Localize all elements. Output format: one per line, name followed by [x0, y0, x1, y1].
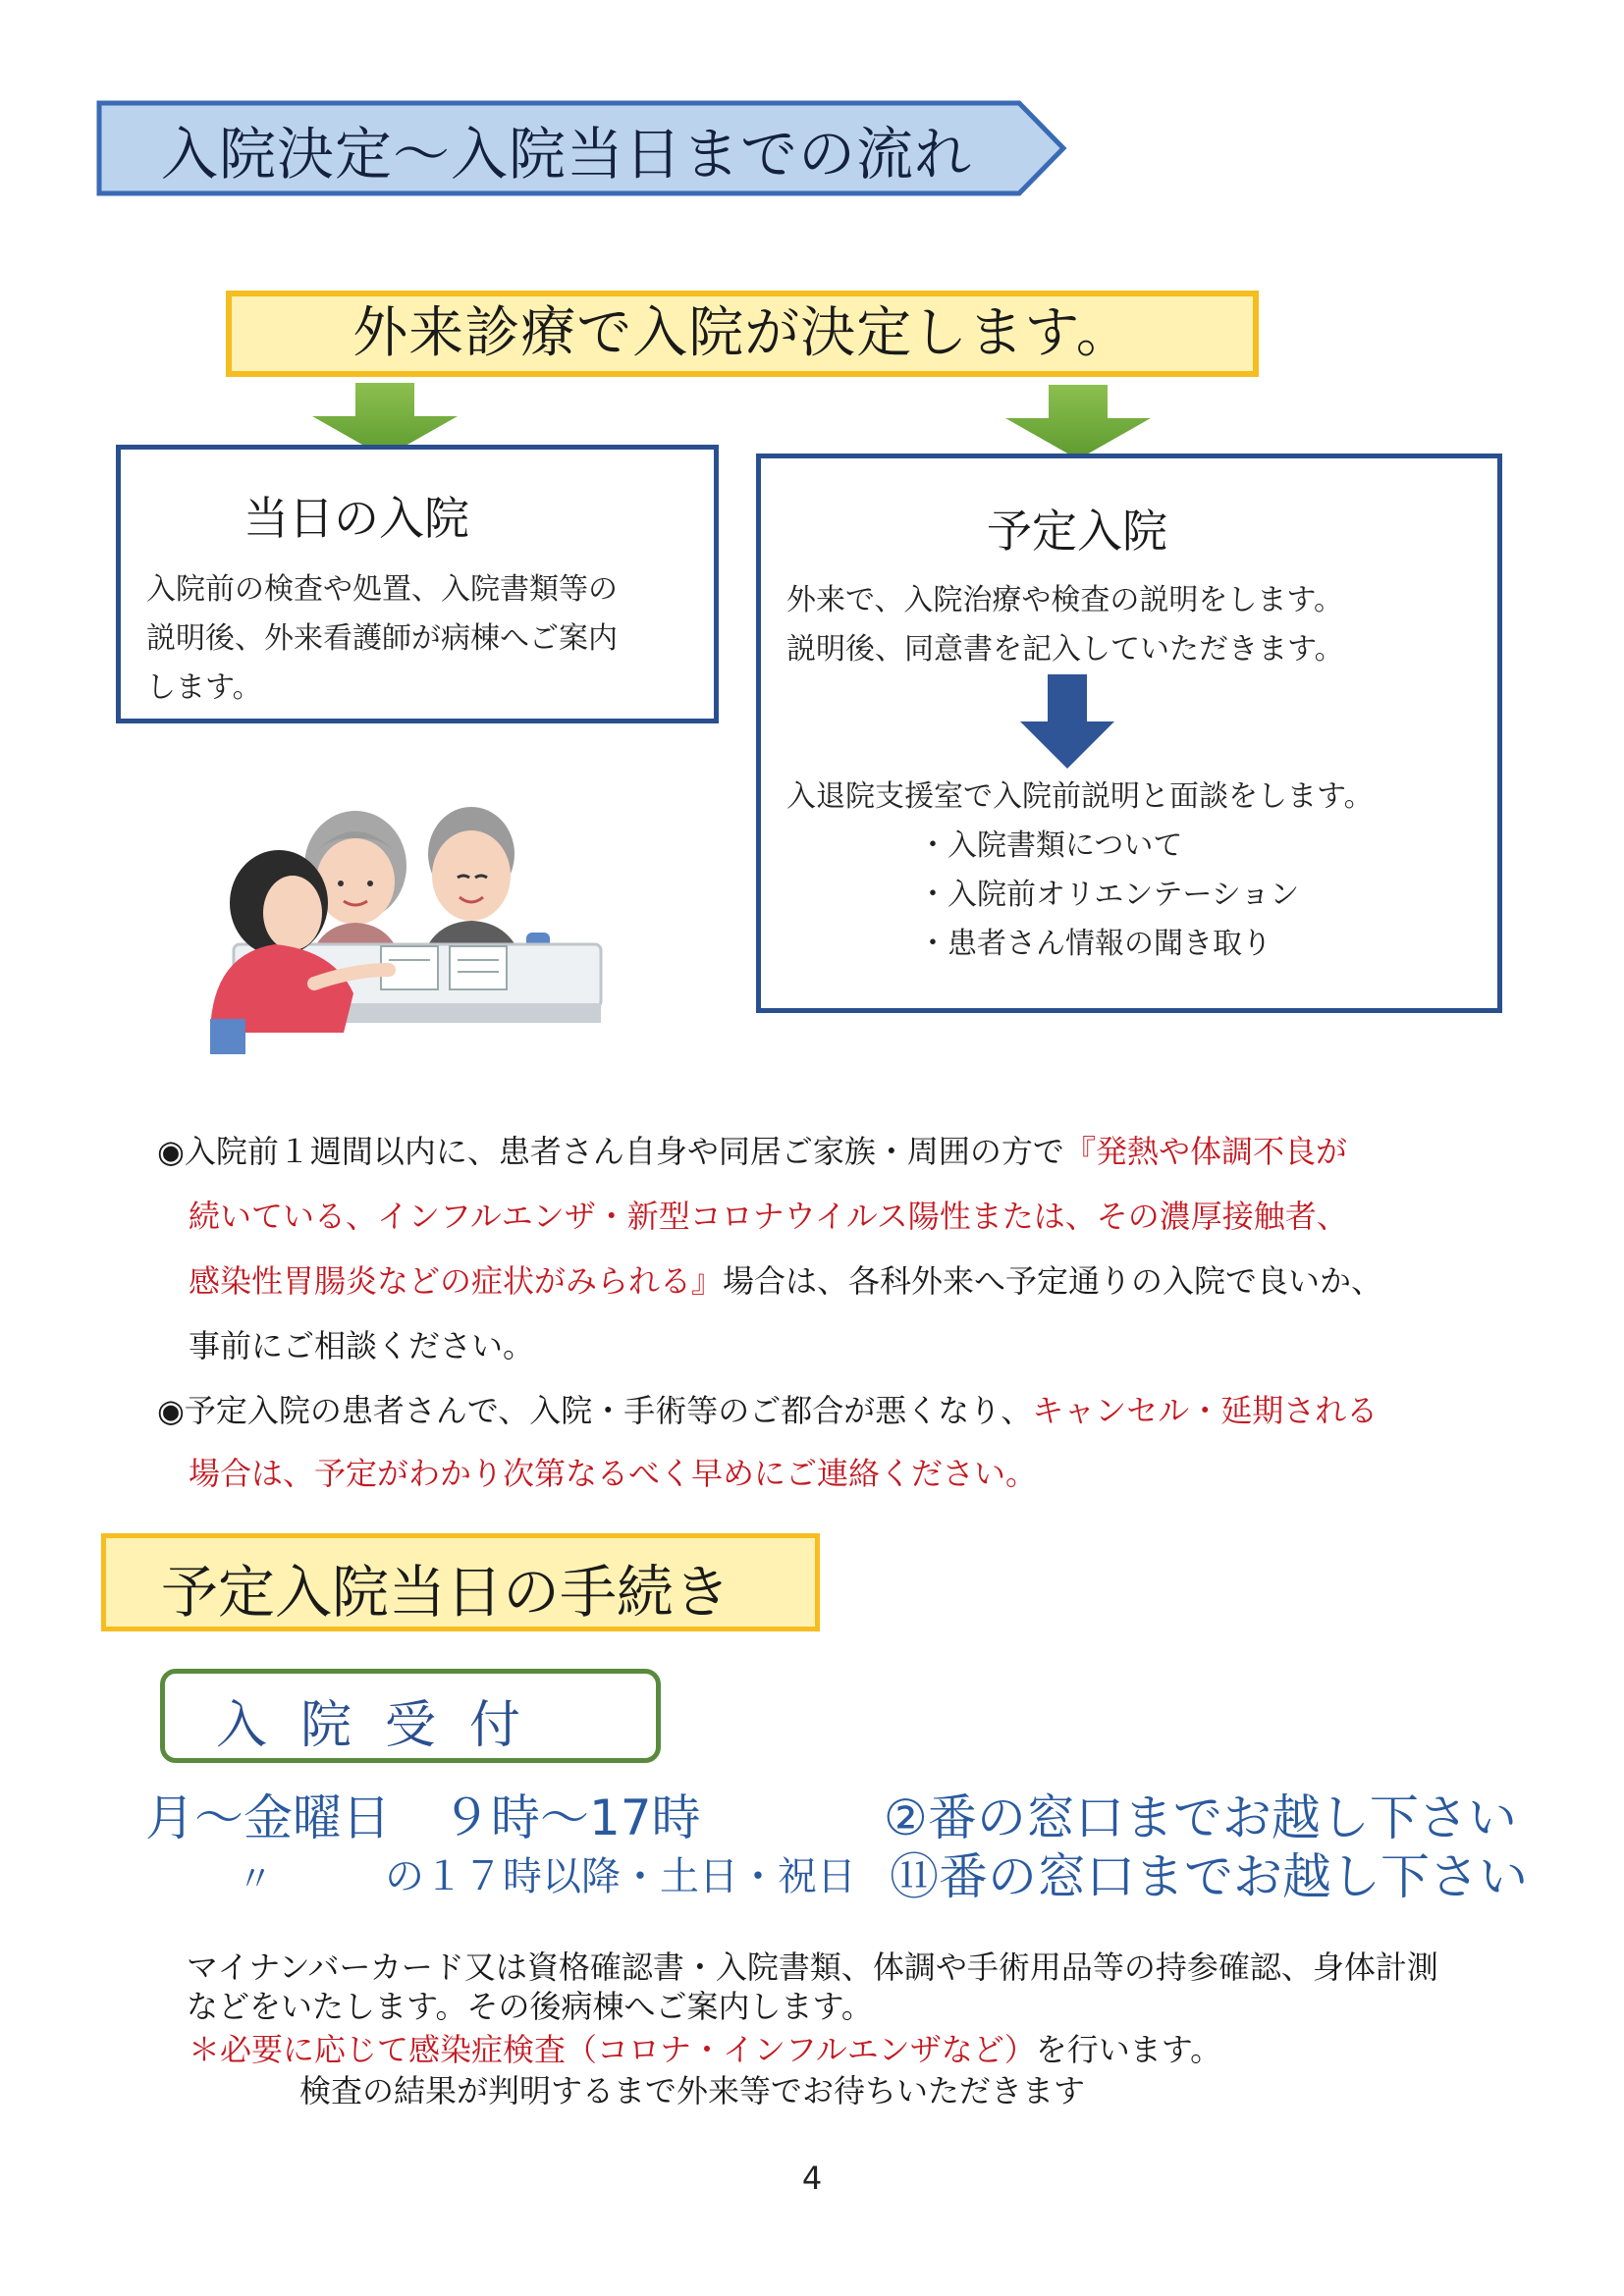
hours-weekday-days: 月〜金曜日 — [145, 1789, 391, 1846]
procedure-text-2: などをいたします。その後病棟へご案内します。 — [187, 1988, 873, 2025]
scheduled-admission-box — [756, 454, 1502, 1013]
same-day-title: 当日の入院 — [244, 492, 469, 545]
same-day-admission-box — [116, 445, 719, 723]
blue-down-arrow — [1018, 672, 1116, 771]
notice1-line-2: 続いている、インフルエンザ・新型コロナウイルス陽性または、その濃厚接触者、 — [189, 1198, 1348, 1235]
infection-test-text: を行います。 — [1035, 2031, 1222, 2068]
reception-title: 入院受付 — [216, 1696, 555, 1755]
infection-test-note — [189, 2030, 1221, 2069]
page-number: 4 — [801, 2160, 823, 2197]
bullet-orientation: ・入院前オリエンテーション — [918, 878, 1300, 912]
notice1-line-4: 事前にご相談ください。 — [189, 1327, 535, 1364]
scheduled-line-1: 外来で、入院治療や検査の説明をします。 — [786, 583, 1343, 617]
bullet-patient-info: ・患者さん情報の聞き取り — [918, 927, 1272, 961]
section1-banner — [96, 100, 1068, 196]
hours-afterhours-time: の１７時以降・土日・祝日 — [385, 1854, 856, 1899]
same-day-line-3: します。 — [146, 670, 262, 705]
section2-title: 予定入院当日の手続き — [161, 1559, 731, 1626]
notice1-line-1 — [157, 1119, 1347, 1184]
notice2-text-a: ◉予定入院の患者さんで、入院・手術等のご都合が悪くなり、 — [157, 1392, 1033, 1429]
hours-weekday-time: ９時〜17時 — [442, 1789, 701, 1846]
same-day-line-1: 入院前の検査や処置、入院書類等の — [146, 572, 618, 607]
scheduled-line-2: 説明後、同意書を記入していただきます。 — [786, 632, 1344, 667]
scheduled-title: 予定入院 — [987, 505, 1167, 558]
notice1-highlight-c: 感染性胃腸炎などの症状がみられる』 — [189, 1262, 724, 1300]
decision-box — [226, 291, 1259, 377]
support-room-text: 入退院支援室で入院前説明と面談をします。 — [786, 779, 1374, 814]
notice2-line-2: 場合は、予定がわかり次第なるべく早めにご連絡ください。 — [189, 1455, 1038, 1492]
reception-box — [160, 1669, 661, 1763]
decision-text: 外来診療で入院が決定します。 — [352, 301, 1132, 365]
hours-ditto-mark: 〃 — [238, 1859, 274, 1899]
same-day-line-2: 説明後、外来看護師が病棟へご案内 — [146, 621, 618, 656]
section1-title: 入院決定〜入院当日までの流れ — [161, 121, 973, 187]
notice2-highlight-a: キャンセル・延期される — [1032, 1392, 1379, 1429]
hours-afterhours-window: ⑪番の窓口までお越し下さい — [890, 1848, 1528, 1905]
notice2-line-1 — [157, 1378, 1378, 1443]
section2-banner — [101, 1533, 820, 1631]
infection-test-highlight: ＊必要に応じて感染症検査（コロナ・インフルエンザなど） — [189, 2031, 1036, 2068]
procedure-text-1: マイナンバーカード又は資格確認書・入院書類、体調や手術用品等の持参確認、身体計測 — [187, 1949, 1438, 1986]
notice1-line-3 — [189, 1249, 1382, 1313]
consultation-illustration — [206, 797, 623, 1054]
notice1-text-a: ◉入院前１週間以内に、患者さん自身や同居ご家族・周囲の方で — [157, 1133, 1064, 1170]
green-down-arrow-right — [1003, 383, 1153, 461]
hours-weekday-window: ②番の窓口までお越し下さい — [884, 1789, 1517, 1846]
notice1-text-c: 場合は、各科外来へ予定通りの入院で良いか、 — [723, 1262, 1383, 1300]
bullet-documents: ・入院書類について — [918, 828, 1183, 863]
notice1-highlight-a: 『発熱や体調不良が — [1063, 1133, 1347, 1170]
waiting-note: 検査の結果が判明するまで外来等でお待ちいただきます — [299, 2072, 1086, 2109]
